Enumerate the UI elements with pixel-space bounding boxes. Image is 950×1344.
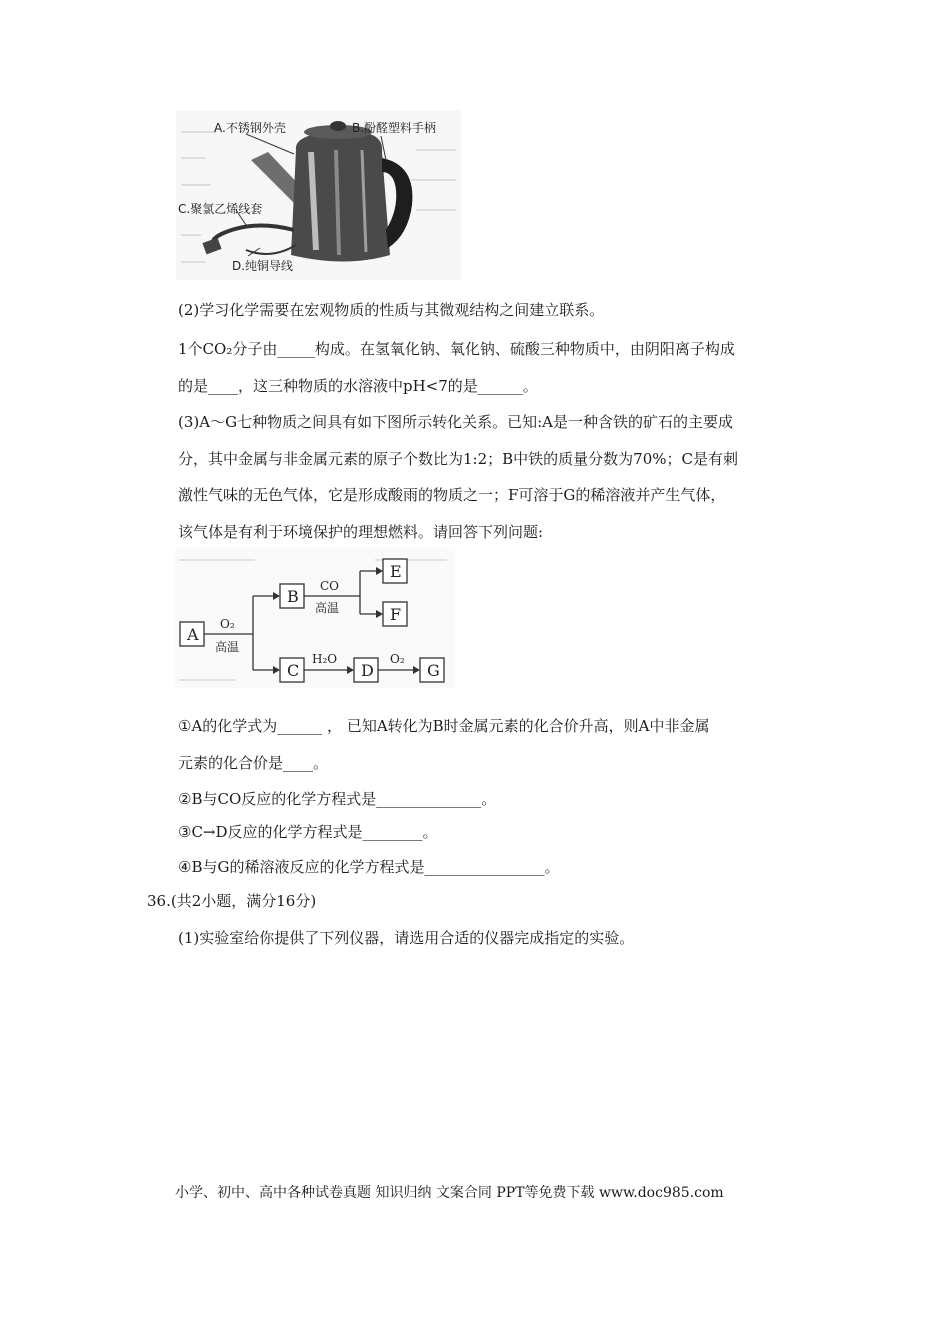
kettle-figure bbox=[176, 110, 461, 280]
label-b-condition-bottom: 高温 bbox=[315, 601, 340, 615]
q3-line-4: 该气体是有利于环境保护的理想燃料。请回答下列问题: bbox=[178, 523, 544, 541]
node-a: A bbox=[187, 625, 199, 644]
subq-1-line-2: 元素的化合价是____。 bbox=[178, 754, 329, 772]
node-c: C bbox=[287, 661, 300, 680]
label-d-condition: O₂ bbox=[390, 652, 405, 666]
kettle-label-d: D.纯铜导线 bbox=[232, 259, 294, 273]
page-footer: 小学、初中、高中各种试卷真题 知识归纳 文案合同 PPT等免费下载 www.doc985.com bbox=[175, 1185, 724, 1201]
kettle-illustration bbox=[176, 110, 461, 280]
conversion-diagram bbox=[175, 548, 455, 688]
q3-line-3: 激性气味的无色气体，它是形成酸雨的物质之一；F可溶于G的稀溶液并产生气体， bbox=[178, 486, 726, 504]
node-e: E bbox=[390, 562, 402, 581]
subq-1-line-1: ①A的化学式为______ ， 已知A转化为B时金属元素的化合价升高，则A中非金属 bbox=[178, 717, 710, 735]
q2-line-1: (2)学习化学需要在宏观物质的性质与其微观结构之间建立联系。 bbox=[178, 301, 605, 319]
q36-heading: 36.(共2小题，满分16分) bbox=[147, 892, 317, 910]
q2-line-3: 的是____，这三种物质的水溶液中pH<7的是______。 bbox=[178, 377, 538, 395]
node-g: G bbox=[427, 661, 440, 680]
q2-line-2: 1个CO₂分子由_____构成。在氢氧化钠、氧化钠、硫酸三种物质中，由阴阳离子构成 bbox=[178, 340, 735, 358]
q36-subquestion-1: (1)实验室给你提供了下列仪器，请选用合适的仪器完成指定的实验。 bbox=[178, 929, 635, 947]
label-c-condition: H₂O bbox=[312, 652, 338, 666]
label-a-condition-bottom: 高温 bbox=[215, 640, 240, 654]
node-b: B bbox=[287, 587, 299, 606]
q3-line-2: 分，其中金属与非金属元素的原子个数比为1:2；B中铁的质量分数为70%；C是有刺 bbox=[178, 450, 738, 468]
kettle-label-c: C.聚氯乙烯线套 bbox=[178, 202, 263, 216]
label-b-condition-top: CO bbox=[320, 579, 340, 593]
subq-4: ④B与G的稀溶液反应的化学方程式是________________。 bbox=[178, 858, 560, 876]
kettle-label-b: B.酚醛塑料手柄 bbox=[352, 121, 437, 135]
node-f: F bbox=[390, 605, 402, 624]
conversion-diagram-svg bbox=[175, 548, 455, 688]
label-a-condition-top: O₂ bbox=[220, 617, 235, 631]
kettle-label-a: A.不锈钢外壳 bbox=[214, 121, 286, 135]
q3-line-1: (3)A～G七种物质之间具有如下图所示转化关系。已知:A是一种含铁的矿石的主要成 bbox=[178, 413, 733, 431]
node-d: D bbox=[361, 661, 374, 680]
subq-2: ②B与CO反应的化学方程式是______________。 bbox=[178, 790, 497, 808]
subq-3: ③C→D反应的化学方程式是________。 bbox=[178, 823, 438, 841]
